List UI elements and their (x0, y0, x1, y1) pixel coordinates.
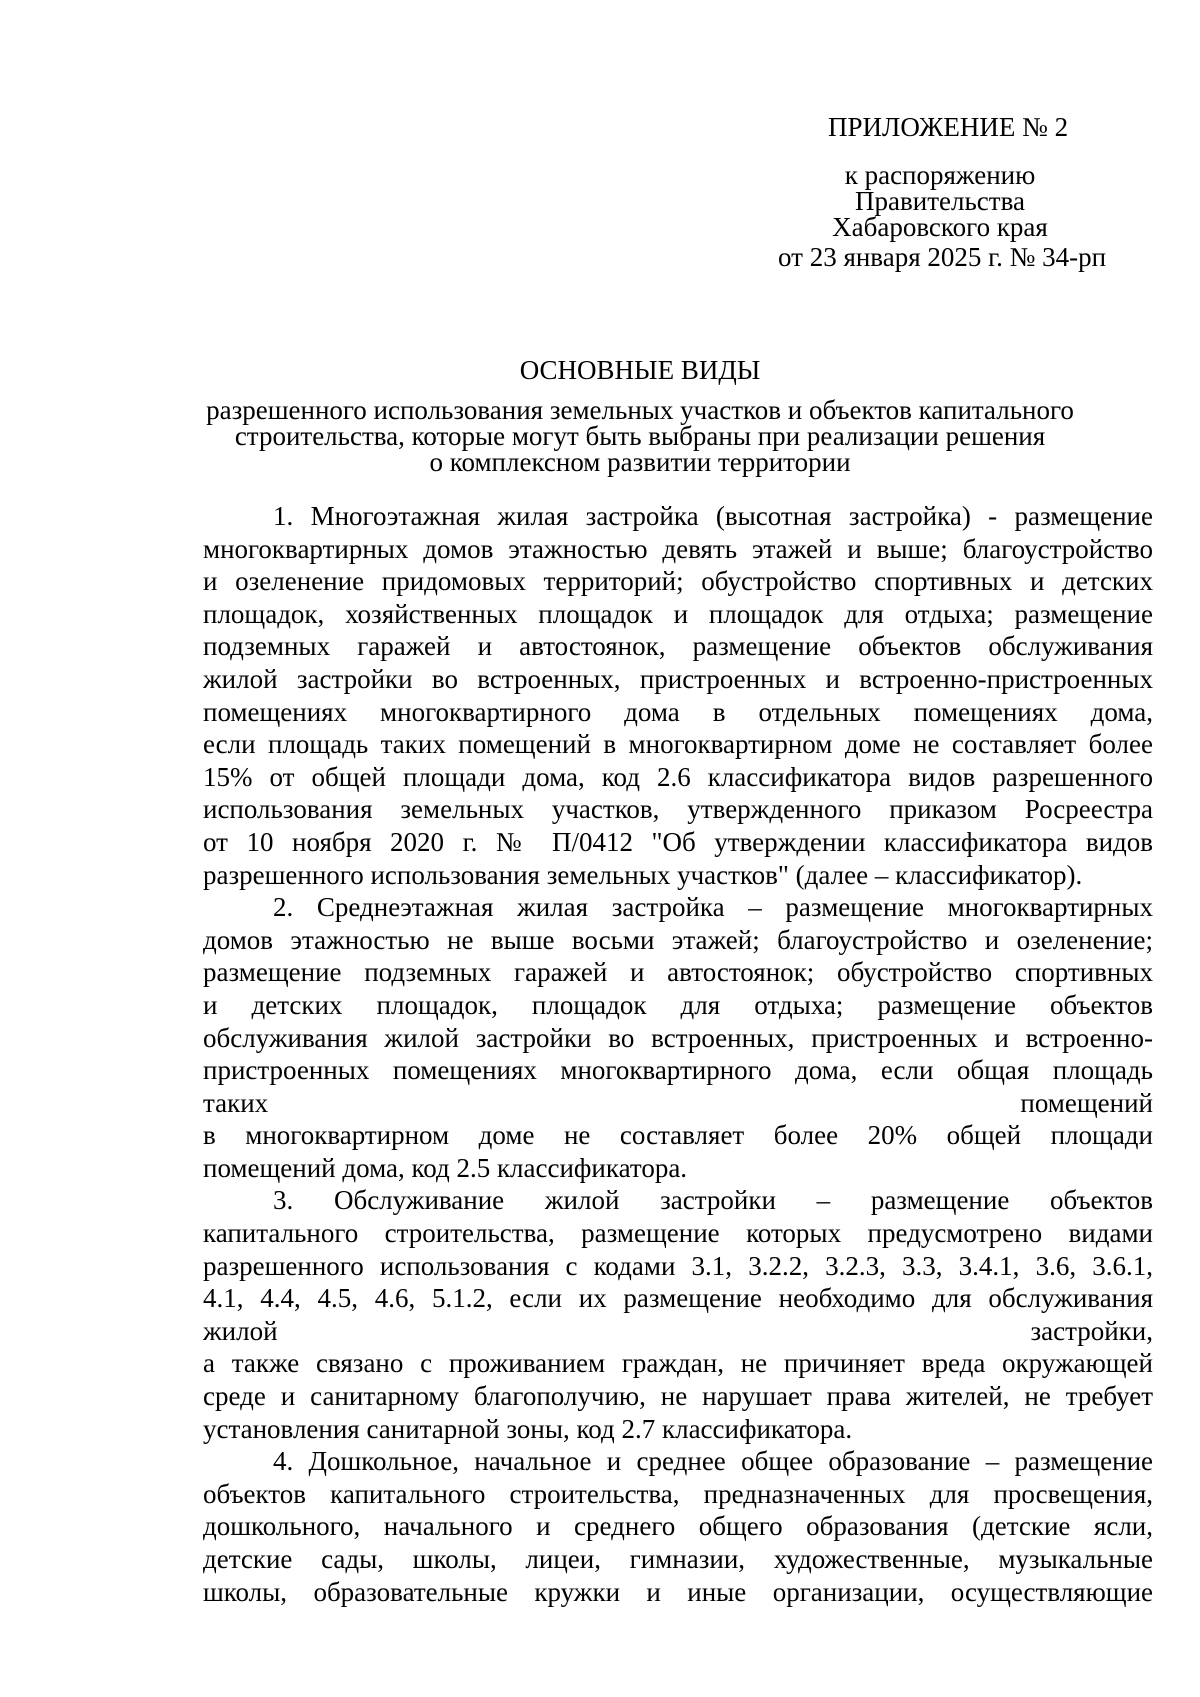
body-line: и детских площадок, площадок для отдыха; размещение объектов (203, 989, 1153, 1020)
body-line: установления санитарной зоны, код 2.7 классификатора. (203, 1413, 853, 1444)
body-line: в многоквартирном доме не составляет более 20% общей площади (203, 1120, 1153, 1151)
body-line: таких помещений (203, 1087, 1153, 1118)
document-subtitle (200, 397, 1080, 475)
body-line: домов этажностью не выше восьми этажей; благоустройство и озеленение; (203, 924, 1153, 955)
document-title: ОСНОВНЫЕ ВИДЫ (519, 355, 761, 385)
body-line: капитального строительства, размещение которых предусмотрено видами (203, 1218, 1153, 1249)
body-line: подземных гаражей и автостоянок, размещение объектов обслуживания (203, 631, 1153, 662)
body-line: если площадь таких помещений в многоквартирном доме не составляет более (203, 729, 1153, 760)
appendix-line: к распоряжению (844, 160, 1036, 190)
body-line: использования земельных участков, утвержденного приказом Росреестра (203, 794, 1153, 825)
appendix-title: ПРИЛОЖЕНИЕ № 2 (828, 112, 1069, 142)
document-body (203, 500, 1153, 1608)
body-line: 15% от общей площади дома, код 2.6 классификатора видов разрешенного (203, 761, 1153, 792)
body-line: жилой застройки во встроенных, пристроенных и встроенно-пристроенных (203, 663, 1153, 694)
body-line: а также связано с проживанием граждан, не причиняет вреда окружающей (203, 1348, 1153, 1379)
body-line: среде и санитарному благополучию, не нарушает права жителей, не требует (203, 1381, 1153, 1412)
body-line: дошкольного, начального и среднего общего образования (детские ясли, (203, 1511, 1153, 1542)
body-line: 1. Многоэтажная жилая застройка (высотная застройка) - размещение (273, 501, 1153, 531)
body-line: пристроенных помещениях многоквартирного дома, если общая площадь (203, 1055, 1153, 1086)
body-line: разрешенного использования с кодами 3.1, 3.2.2, 3.2.3, 3.3, 3.4.1, 3.6, 3.6.1, (203, 1250, 1153, 1281)
body-line: многоквартирных домов этажностью девять этажей и выше; благоустройство (203, 533, 1153, 564)
body-line: 4.1, 4.4, 4.5, 4.6, 5.1.2, если их размещение необходимо для обслуживания (203, 1283, 1153, 1314)
body-line: помещениях многоквартирного дома в отдельных помещениях дома, (203, 696, 1153, 727)
body-line: площадок, хозяйственных площадок и площадок для отдыха; размещение (203, 598, 1153, 629)
appendix-line: Правительства (855, 186, 1025, 216)
appendix-line: Хабаровского края (832, 212, 1048, 242)
body-line: 4. Дошкольное, начальное и среднее общее образование – размещение (273, 1446, 1153, 1477)
subtitle-line: строительства, которые могут быть выбраны при реализации решения (234, 421, 1046, 451)
body-line: разрешенного использования земельных участков" (далее – классификатор). (203, 859, 1083, 890)
body-line: размещение подземных гаражей и автостоянок; обустройство спортивных (203, 957, 1153, 988)
subtitle-line: о комплексном развитии территории (429, 447, 851, 477)
body-line: школы, образовательные кружки и иные организации, осуществляющие (203, 1576, 1153, 1607)
appendix-date: от 23 января 2025 г. № 34-рп (778, 242, 1107, 272)
body-line: от 10 ноября 2020 г. № П/0412 "Об утверждении классификатора видов (203, 826, 1153, 857)
body-line: 2. Среднеэтажная жилая застройка – размещение многоквартирных (273, 892, 1153, 923)
body-line: объектов капитального строительства, предназначенных для просвещения, (203, 1478, 1153, 1509)
body-line: обслуживания жилой застройки во встроенных, пристроенных и встроенно- (203, 1022, 1153, 1053)
body-line: детские сады, школы, лицеи, гимназии, художественные, музыкальные (203, 1544, 1153, 1574)
body-line: 3. Обслуживание жилой застройки – размещение объектов (273, 1185, 1153, 1216)
body-line: и озеленение придомовых территорий; обустройство спортивных и детских (203, 566, 1153, 597)
subtitle-line: разрешенного использования земельных участков и объектов капитального (206, 395, 1074, 425)
body-line: жилой застройки, (203, 1315, 1153, 1346)
appendix-reference (760, 162, 1120, 240)
body-line: помещений дома, код 2.5 классификатора. (203, 1152, 688, 1183)
